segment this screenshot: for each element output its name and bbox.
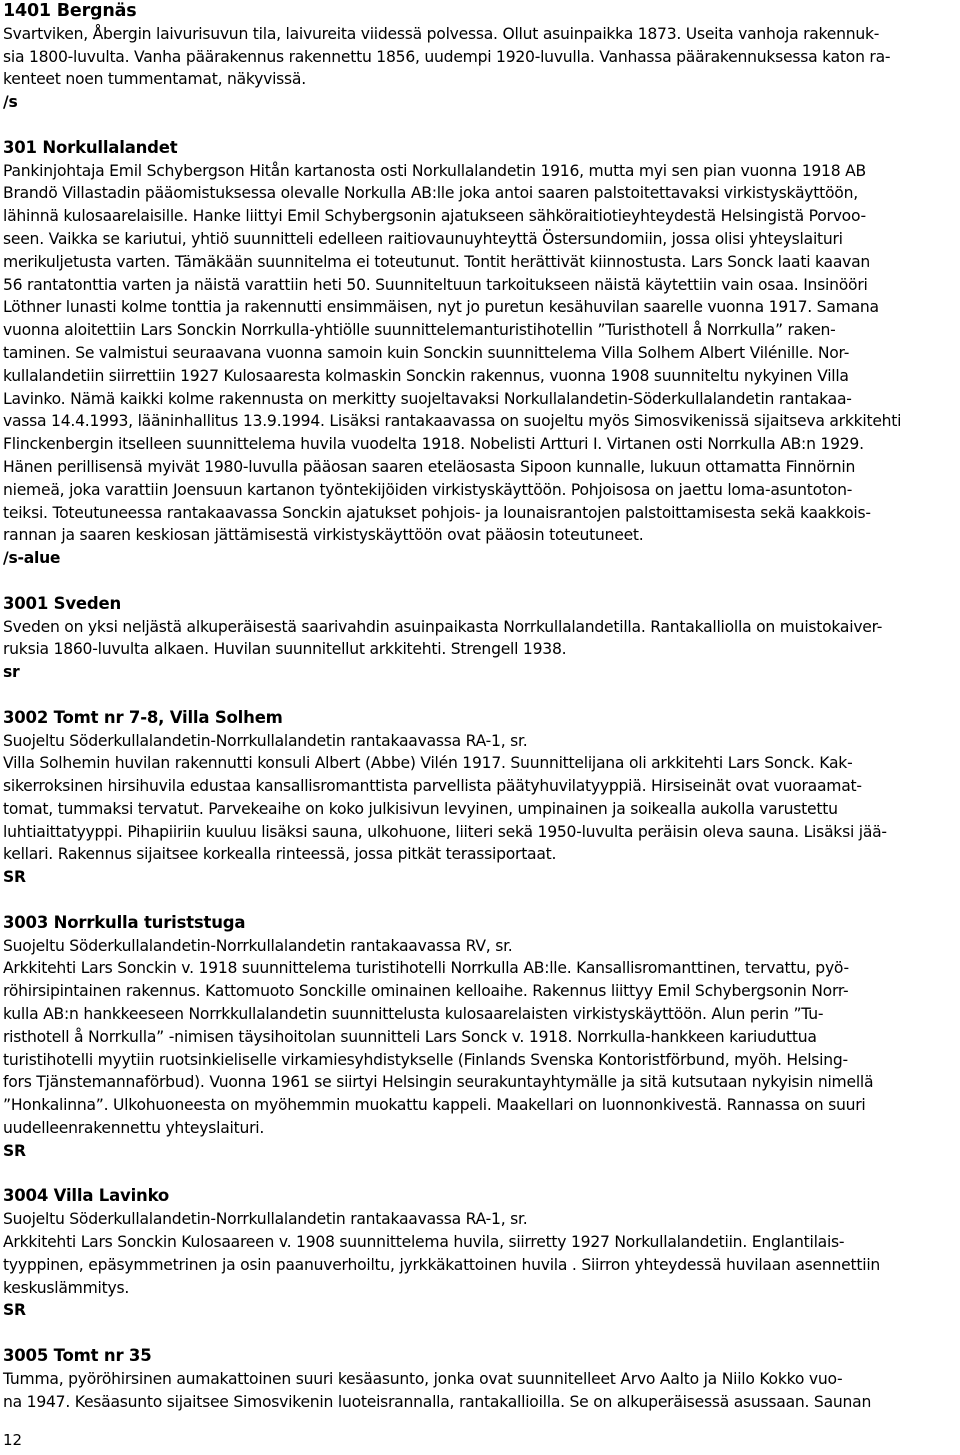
paragraph-line: lähinnä kulosaarelaisille. Hanke liittyi Emil Schybergsonin ajatukseen sähköraitiotieyhteydestä Helsingistä Porvoo- bbox=[3, 207, 866, 226]
paragraph-line: keskuslämmitys. bbox=[3, 1278, 130, 1297]
paragraph-line: fors Tjänstemannaförbud). Vuonna 1961 se siirtyi Helsingin seurakuntayhtymälle ja sitä kutsutaan nykyisin nimellä bbox=[3, 1073, 874, 1092]
paragraph-line: turistihotelli myytiin ruotsinkieliselle virkamiesyhdistykselle (Finlands Svenska Kontoristförbund, myöh. Helsing- bbox=[3, 1050, 848, 1069]
paragraph-line: Suojeltu Söderkullalandetin-Norrkullalandetin rantakaavassa RA-1, sr. bbox=[3, 731, 528, 750]
paragraph-line: merikuljetusta varten. Tämäkään suunnitelma ei toteutunut. Tontit herättivät kiinnostusta. Lars Sonck laati kaavan bbox=[3, 252, 871, 271]
section-301 bbox=[3, 137, 955, 570]
paragraph-line: Löthner lunasti kolme tonttia ja rakennutti ensimmäisen, nyt jo puretun kesähuvilan saarelle vuonna 1917. Samana bbox=[3, 298, 879, 317]
paragraph-line: vuonna aloitettiin Lars Sonckin Norrkulla-yhtiölle suunnittelemanturistihotellin ”Turisthotell å Norrkulla” raken- bbox=[3, 321, 836, 340]
paragraph-line: seen. Vaikka se kariutui, yhtiö suunnitteli edelleen raitiovaunuyhteyttä Östersundomiin, jossa olisi yhteyslaituri bbox=[3, 229, 843, 248]
paragraph-line: na 1947. Kesäasunto sijaitsee Simosvikenin luoteisrannalla, rantakallioilla. Se on alkuperäisessä asussaan. Saunan bbox=[3, 1392, 872, 1411]
paragraph-line: kulla AB:n hankkeeseen Norrkkullalandetin suunnittelusta kulosaarelaisten virkistyskäyttöön. Alun perin ”Tu- bbox=[3, 1005, 824, 1024]
page-number: 12 bbox=[3, 1431, 23, 1449]
paragraph-line: Svartviken, Åbergin laivurisuvun tila, laivureita viidessä polvessa. Ollut asuinpaikka 1873. Useita vanhoja rakennuk- bbox=[3, 24, 880, 43]
protection-tag: SR bbox=[3, 868, 26, 887]
section-heading: 301 Norkullalandet bbox=[3, 137, 178, 157]
paragraph-line: Sveden on yksi neljästä alkuperäisestä saarivahdin asuinpaikasta Norrkullalandetilla. Rantakalliolla on muistokaiver- bbox=[3, 617, 883, 636]
section-heading: 3001 Sveden bbox=[3, 593, 122, 613]
section-3005 bbox=[3, 1345, 955, 1413]
paragraph-line: uudelleenrakennettu yhteyslaituri. bbox=[3, 1119, 265, 1138]
paragraph-line: Hänen perillisensä myivät 1980-luvulla pääosan saaren eteläosasta Sipoon kunnalle, lukuun ottamatta Finnörnin bbox=[3, 457, 856, 476]
section-1401 bbox=[3, 0, 955, 114]
paragraph-line: ”Honkalinna”. Ulkohuoneesta on myöhemmin muokattu kappeli. Maakellari on luonnonkivestä. Rannassa on suuri bbox=[3, 1096, 866, 1115]
section-spacer bbox=[3, 889, 955, 912]
section-spacer bbox=[3, 570, 955, 593]
paragraph-line: Flinckenbergin itselleen suunnittelema huvila vuodelta 1918. Nobelisti Artturi I. Virtanen osti Norrkulla AB:n 1929. bbox=[3, 435, 864, 454]
paragraph-line: risthotell å Norrkulla” -nimisen täysihoitolan suunnitteli Lars Sonck v. 1918. Norrkulla-hankkeen kariuduttua bbox=[3, 1027, 817, 1046]
paragraph-line: tomat, tummaksi tervatut. Parvekeaihe on koko julkisivun levyinen, umpinainen ja soikealla aukolla varustettu bbox=[3, 799, 838, 818]
paragraph-line: Tumma, pyöröhirsinen aumakattoinen suuri kesäasunto, jonka ovat suunnitelleet Arvo Aalto ja Niilo Kokko vuo- bbox=[3, 1369, 843, 1388]
section-heading: 3005 Tomt nr 35 bbox=[3, 1346, 152, 1366]
section-spacer bbox=[3, 684, 955, 707]
section-heading: 3002 Tomt nr 7-8, Villa Solhem bbox=[3, 707, 283, 727]
paragraph-line: Villa Solhemin huvilan rakennutti konsuli Albert (Abbe) Vilén 1917. Suunnittelijana oli arkkitehti Lars Sonck. Kak- bbox=[3, 754, 853, 773]
paragraph-line: vassa 14.4.1993, lääninhallitus 13.9.1994. Lisäksi rantakaavassa on suojeltu myös Simosvikenissä sijaitseva arkkitehti bbox=[3, 412, 902, 431]
paragraph-line: ruksia 1860-luvulta alkaen. Huvilan suunnitellut arkkitehti. Strengell 1938. bbox=[3, 640, 567, 659]
paragraph-line: Arkkitehti Lars Sonckin v. 1918 suunnittelema turistihotelli Norrkulla AB:lle. Kansallisromanttinen, tervattu, pyö- bbox=[3, 959, 849, 978]
section-3001 bbox=[3, 593, 955, 684]
section-3003 bbox=[3, 912, 955, 1163]
paragraph-line: taminen. Se valmistui seuraavana vuonna samoin kuin Sonckin suunnittelema Villa Solhem Albert Vilénille. Nor- bbox=[3, 343, 850, 362]
protection-tag: /s-alue bbox=[3, 549, 61, 568]
paragraph-line: luhtiaittatyyppi. Pihapiiriin kuuluu lisäksi sauna, ulkohuone, liiteri sekä 1950-luvulta peräisin oleva sauna. Lisäksi jää- bbox=[3, 822, 887, 841]
protection-tag: /s bbox=[3, 93, 18, 112]
paragraph-line: Suojeltu Söderkullalandetin-Norrkullalandetin rantakaavassa RV, sr. bbox=[3, 936, 513, 955]
section-spacer bbox=[3, 1163, 955, 1186]
paragraph-line: sia 1800-luvulta. Vanha päärakennus rakennettu 1856, uudempi 1920-luvulla. Vanhassa päärakennuksessa katon ra- bbox=[3, 47, 891, 66]
paragraph-line: niemeä, joka varattiin Joensuun kartanon työntekijöiden virkistyskäyttöön. Pohjoisosa on jaettu loma-asuntoton- bbox=[3, 480, 853, 499]
protection-tag: SR bbox=[3, 1141, 26, 1160]
section-spacer bbox=[3, 1322, 955, 1345]
section-heading: 1401 Bergnäs bbox=[3, 1, 137, 21]
paragraph-line: Lavinko. Nämä kaikki kolme rakennusta on merkitty suojeltavaksi Norkullalandetin-Söderkullalandetin rantakaa- bbox=[3, 389, 852, 408]
paragraph-line: Pankinjohtaja Emil Schybergson Hitån kartanosta osti Norkullalandetin 1916, mutta myi sen pian vuonna 1918 AB bbox=[3, 161, 866, 180]
document-page bbox=[3, 0, 955, 1413]
section-heading: 3003 Norrkulla turiststuga bbox=[3, 912, 246, 932]
paragraph-line: kullalandetiin siirrettiin 1927 Kulosaaresta kolmaskin Sonckin rakennus, vuonna 1908 suunniteltu nykyinen Villa bbox=[3, 366, 849, 385]
paragraph-line: Suojeltu Söderkullalandetin-Norrkullalandetin rantakaavassa RA-1, sr. bbox=[3, 1210, 528, 1229]
paragraph-line: tyyppinen, epäsymmetrinen ja osin paanuverhoiltu, jyrkkäkattoinen huvila . Siirron yhteydessä huvilaan asennettiin bbox=[3, 1255, 881, 1274]
paragraph-line: rannan ja saaren keskiosan jättämisestä virkistyskäyttöön ovat pääosin toteutuneet. bbox=[3, 526, 644, 545]
section-3004 bbox=[3, 1185, 955, 1322]
section-3002 bbox=[3, 707, 955, 889]
paragraph-line: sikerroksinen hirsihuvila edustaa kansallisromanttista parvellista päätyhuvilatyyppiä. Hirsiseinät ovat vuoraamat- bbox=[3, 777, 862, 796]
section-spacer bbox=[3, 114, 955, 137]
section-heading: 3004 Villa Lavinko bbox=[3, 1186, 170, 1206]
paragraph-line: kellari. Rakennus sijaitsee korkealla rinteessä, jossa pitkät terassiportaat. bbox=[3, 845, 557, 864]
paragraph-line: röhirsipintainen rakennus. Kattomuoto Sonckille ominainen kelloaihe. Rakennus liittyy Emil Schybergsonin Norr- bbox=[3, 982, 849, 1001]
paragraph-line: Brandö Villastadin pääomistuksessa olevalle Norkulla AB:lle joka antoi saaren palstoitettavaksi virkistyskäyttöön, bbox=[3, 184, 858, 203]
paragraph-line: Arkkitehti Lars Sonckin Kulosaareen v. 1908 suunnittelema huvila, siirretty 1927 Norkullalandetiin. Englantilais- bbox=[3, 1233, 845, 1252]
paragraph-line: kenteet noen tummentamat, näkyvissä. bbox=[3, 70, 306, 89]
protection-tag: SR bbox=[3, 1301, 26, 1320]
protection-tag: sr bbox=[3, 663, 20, 682]
paragraph-line: 56 rantatonttia varten ja näistä varattiin heti 50. Suunniteltuun tarkoitukseen näistä käytettiin vain osaa. Insinööri bbox=[3, 275, 868, 294]
paragraph-line: teiksi. Toteutuneessa rantakaavassa Sonckin ajatukset pohjois- ja lounaisrantojen palstoittamisesta sekä kaakkois- bbox=[3, 503, 871, 522]
